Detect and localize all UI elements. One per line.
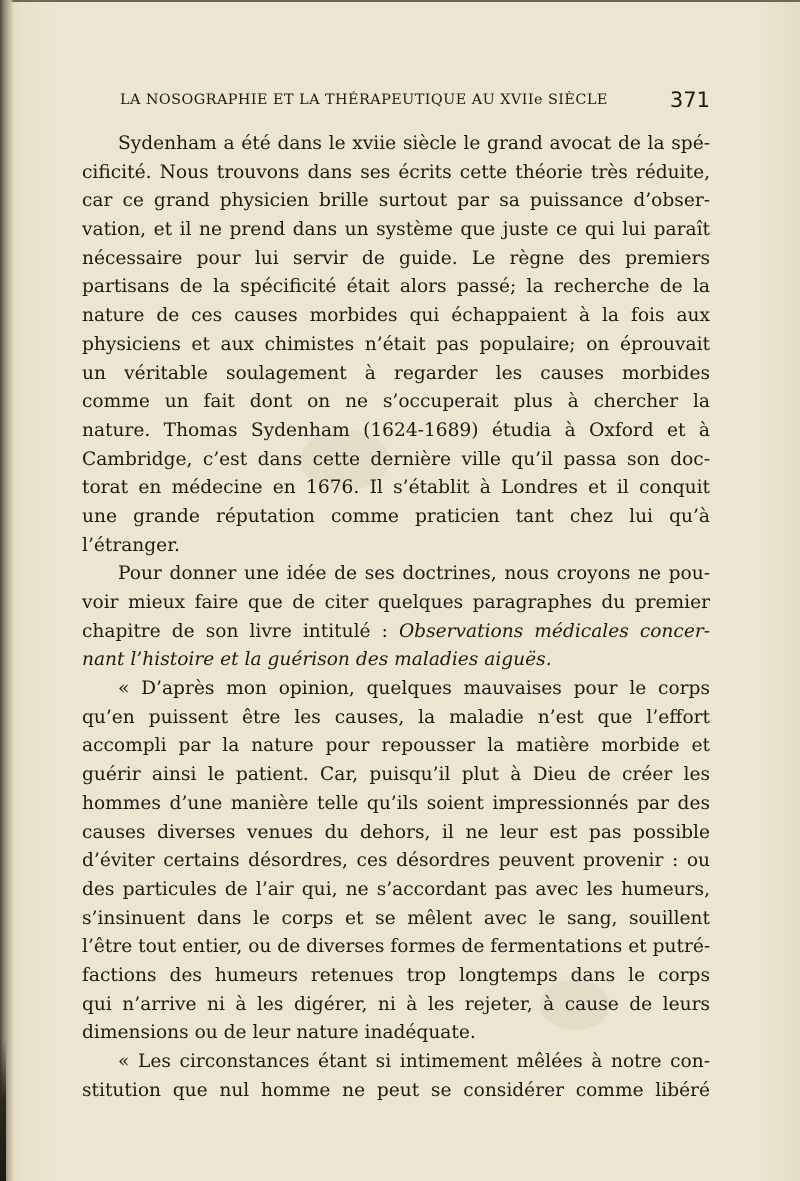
text-line: l’étranger. (82, 534, 180, 556)
running-header (120, 88, 710, 116)
text-line: voir mieux faire que de citer quelques paragraphes du premier (82, 592, 710, 613)
text-line: causes diverses venues du dehors, il ne leur est pas possible (82, 821, 710, 843)
text-line: nécessaire pour lui servir de guide. Le règne des premiers (82, 247, 710, 269)
text-line: stitution que nul homme ne peut se considérer comme libéré (82, 1079, 710, 1101)
text-line: accompli par la nature pour repousser la matière morbide et (82, 735, 710, 757)
text-line: qu’en puissent être les causes, la maladie n’est que l’effort (82, 706, 710, 728)
text-line-plain: chapitre de son livre intitulé : (82, 620, 399, 642)
book-title-italic: Observations médicales concer- (398, 620, 710, 642)
text-line: vation, et il ne prend dans un système que juste ce qui lui paraît (82, 219, 710, 241)
text-line: un véritable soulagement à regarder les causes morbides (82, 362, 710, 384)
text-line (82, 618, 710, 647)
text-line: des particules de l’air qui, ne s’accordant pas avec les humeurs, (82, 878, 710, 900)
text-line: car ce grand physicien brille surtout par sa puissance d’obser- (82, 190, 710, 212)
text-line: d’éviter certains désordres, ces désordres peuvent provenir : ou (82, 850, 710, 872)
book-title-italic: nant l’histoire et la guérison des maladies aiguës. (82, 649, 552, 671)
text-line: Sydenham a été dans le xviie siècle le grand avocat de la spé- (118, 133, 710, 154)
text-line: torat en médecine en 1676. Il s’établit à Londres et il conquit (82, 477, 710, 499)
text-line: dimensions ou de leur nature inadéquate. (82, 1022, 476, 1044)
text-line: physiciens et aux chimistes n’était pas populaire; on éprouvait (82, 333, 710, 355)
book-binding-edge (0, 0, 14, 1181)
text-line: une grande réputation comme praticien tant chez lui qu’à (82, 505, 710, 527)
text-line: « D’après mon opinion, quelques mauvaises pour le corps (118, 678, 710, 700)
text-line: comme un fait dont on ne s’occuperait plus à chercher la (82, 391, 710, 413)
text-line: Cambridge, c’est dans cette dernière ville qu’il passa son doc- (82, 448, 710, 470)
body-text (82, 130, 710, 1105)
text-line: factions des humeurs retenues trop longtemps dans le corps (82, 964, 710, 986)
page-number: 371 (669, 88, 710, 112)
text-line: hommes d’une manière telle qu’ils soient impressionnés par des (82, 792, 710, 814)
text-line: cificité. Nous trouvons dans ses écrits cette théorie très réduite, (82, 161, 710, 183)
text-line: partisans de la spécificité était alors passé; la recherche de la (82, 276, 710, 298)
page-top-edge (0, 0, 800, 2)
running-header-title: LA NOSOGRAPHIE ET LA THÉRAPEUTIQUE AU XVIIe SIÈCLE (120, 92, 608, 108)
text-line (82, 646, 710, 675)
text-line: Pour donner une idée de ses doctrines, nous croyons ne pou- (118, 563, 710, 585)
text-line: s’insinuent dans le corps et se mêlent avec le sang, souillent (82, 907, 710, 929)
text-line: nature de ces causes morbides qui échappaient à la fois aux (82, 305, 710, 327)
text-line: qui n’arrive ni à les digérer, ni à les rejeter, à cause de leurs (82, 993, 710, 1015)
text-line: guérir ainsi le patient. Car, puisqu’il plut à Dieu de créer les (82, 764, 710, 786)
binding-shadow (0, 1040, 6, 1181)
text-line: l’être tout entier, ou de diverses formes de fermentations et putré- (82, 936, 710, 958)
text-line: « Les circonstances étant si intimement mêlées à notre con- (118, 1051, 710, 1072)
text-line: nature. Thomas Sydenham (1624-1689) étudia à Oxford et à (82, 419, 710, 441)
